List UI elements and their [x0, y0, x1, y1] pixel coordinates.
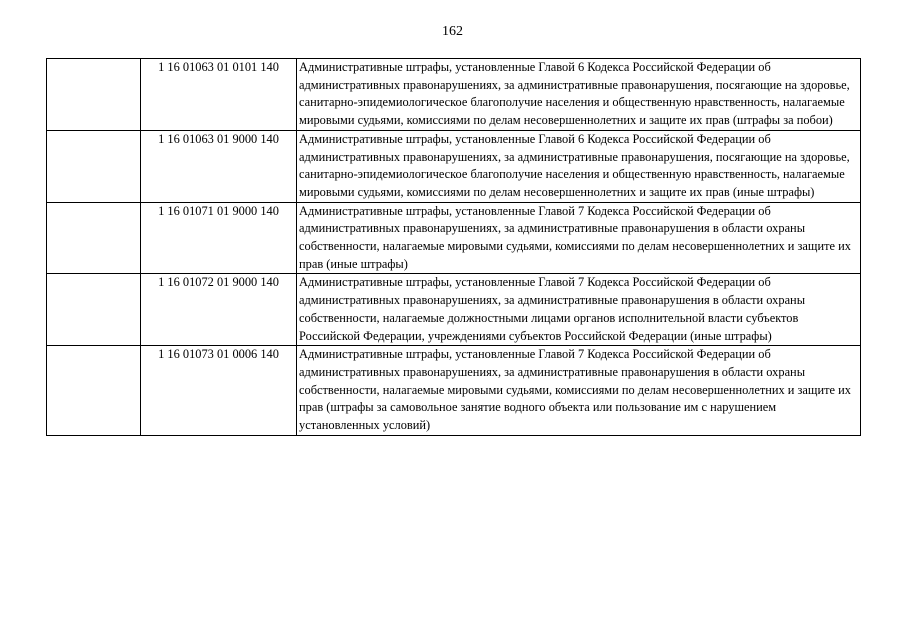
budget-code-cell: 1 16 01063 01 0101 140: [141, 59, 297, 131]
budget-code-cell: 1 16 01063 01 9000 140: [141, 130, 297, 202]
admin-code-cell: [47, 274, 141, 346]
table-row: [47, 202, 861, 274]
page-number: 162: [442, 24, 463, 39]
description-cell: Административные штрафы, установленные Главой 6 Кодекса Российской Федерации об административных правонарушениях, за административные правонарушения, посягающие на здоровье, санитарно-эпидемиологическое благополучие населения и общественную нравственность, налагаемые мировыми судьями, комиссиями по делам несовершеннолетних и защите их прав (штрафы за побои): [297, 59, 861, 131]
table-row: [47, 346, 861, 436]
budget-codes-table: [46, 58, 861, 436]
admin-code-cell: [47, 202, 141, 274]
admin-code-cell: [47, 59, 141, 131]
table-row: [47, 130, 861, 202]
description-cell: Административные штрафы, установленные Главой 7 Кодекса Российской Федерации об административных правонарушениях, за административные правонарушения в области охраны собственности, налагаемые должностными лицами органов исполнительной власти субъектов Российской Федерации, учреждениями субъектов Российской Федерации (иные штрафы): [297, 274, 861, 346]
budget-code-cell: 1 16 01072 01 9000 140: [141, 274, 297, 346]
admin-code-cell: [47, 346, 141, 436]
description-cell: Административные штрафы, установленные Главой 6 Кодекса Российской Федерации об административных правонарушениях, за административные правонарушения, посягающие на здоровье, санитарно-эпидемиологическое благополучие населения и общественную нравственность, налагаемые мировыми судьями, комиссиями по делам несовершеннолетних и защите их прав (иные штрафы): [297, 130, 861, 202]
admin-code-cell: [47, 130, 141, 202]
budget-code-cell: 1 16 01071 01 9000 140: [141, 202, 297, 274]
description-cell: Административные штрафы, установленные Главой 7 Кодекса Российской Федерации об административных правонарушениях, за административные правонарушения в области охраны собственности, налагаемые мировыми судьями, комиссиями по делам несовершеннолетних и защите их прав (штрафы за самовольное занятие водного объекта или пользование им с нарушением установленных условий): [297, 346, 861, 436]
description-cell: Административные штрафы, установленные Главой 7 Кодекса Российской Федерации об административных правонарушениях, за административные правонарушения в области охраны собственности, налагаемые мировыми судьями, комиссиями по делам несовершеннолетних и защите их прав (иные штрафы): [297, 202, 861, 274]
table-row: [47, 59, 861, 131]
table-row: [47, 274, 861, 346]
budget-code-cell: 1 16 01073 01 0006 140: [141, 346, 297, 436]
